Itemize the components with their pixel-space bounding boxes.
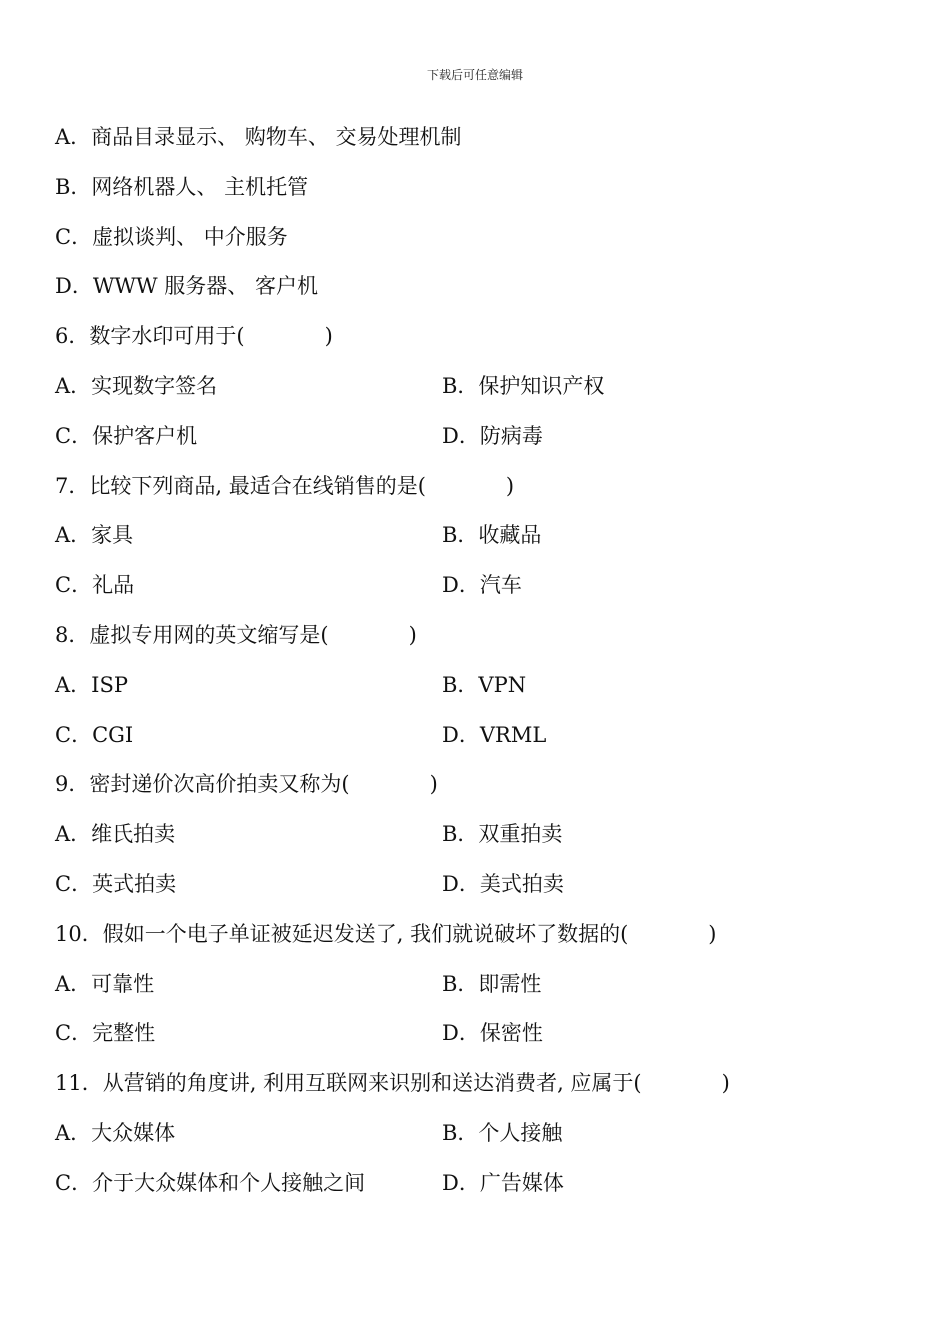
- question-stem-11: 11．从营销的角度讲, 利用互联网来识别和送达消费者, 应属于( ): [55, 1071, 730, 1096]
- option-line: A．商品目录显示、 购物车、 交易处理机制: [55, 125, 462, 149]
- question-stem-10: 10．假如一个电子单证被延迟发送了, 我们就说破坏了数据的( ): [55, 921, 717, 946]
- option-d: D．防病毒: [442, 423, 543, 448]
- question-stem-7: 7．比较下列商品, 最适合在线销售的是( ): [55, 473, 515, 498]
- option-d: D．汽车: [442, 573, 522, 598]
- option-a: A．维氏拍卖: [55, 822, 176, 847]
- option-d: D．VRML: [442, 722, 547, 747]
- option-line: D．WWW 服务器、 客户机: [55, 274, 318, 299]
- option-row: [55, 718, 915, 768]
- option-row: [55, 1116, 915, 1166]
- option-d: D．保密性: [442, 1021, 543, 1046]
- option-c: C．CGI: [55, 722, 134, 747]
- option-b: B．收藏品: [442, 523, 542, 548]
- question-stem-6: 6．数字水印可用于( ): [55, 324, 333, 349]
- option-a: A．可靠性: [55, 971, 155, 996]
- option-c: C．英式拍卖: [55, 871, 177, 896]
- option-a: A．大众媒体: [55, 1120, 176, 1145]
- option-a: A．家具: [55, 523, 134, 548]
- option-row: [55, 1166, 915, 1216]
- option-line: C．虚拟谈判、 中介服务: [55, 224, 288, 249]
- option-row: [55, 369, 915, 419]
- option-row: [55, 419, 915, 469]
- question-stem-9: 9．密封递价次高价拍卖又称为( ): [55, 772, 438, 797]
- option-row: [55, 568, 915, 618]
- option-c: C．完整性: [55, 1021, 156, 1046]
- option-row: [55, 518, 915, 568]
- question-content: [55, 120, 915, 1216]
- option-b: B．双重拍卖: [442, 822, 563, 847]
- option-a: A．实现数字签名: [55, 373, 218, 398]
- option-b: B．VPN: [442, 672, 527, 697]
- option-d: D．美式拍卖: [442, 871, 564, 896]
- option-b: B．即需性: [442, 971, 542, 996]
- option-b: B．个人接触: [442, 1120, 563, 1145]
- option-c: C．礼品: [55, 573, 135, 598]
- option-c: C．保护客户机: [55, 423, 198, 448]
- question-stem-8: 8．虚拟专用网的英文缩写是( ): [55, 622, 417, 647]
- page-header: 下载后可任意编辑: [426, 68, 523, 82]
- option-a: A．ISP: [55, 672, 128, 697]
- option-row: [55, 817, 915, 867]
- option-row: [55, 1016, 915, 1066]
- option-c: C．介于大众媒体和个人接触之间: [55, 1170, 366, 1195]
- option-row: [55, 867, 915, 917]
- option-row: [55, 668, 915, 718]
- option-d: D．广告媒体: [442, 1170, 564, 1195]
- option-b: B．保护知识产权: [442, 373, 605, 398]
- option-row: [55, 967, 915, 1017]
- option-line: B．网络机器人、 主机托管: [55, 174, 309, 199]
